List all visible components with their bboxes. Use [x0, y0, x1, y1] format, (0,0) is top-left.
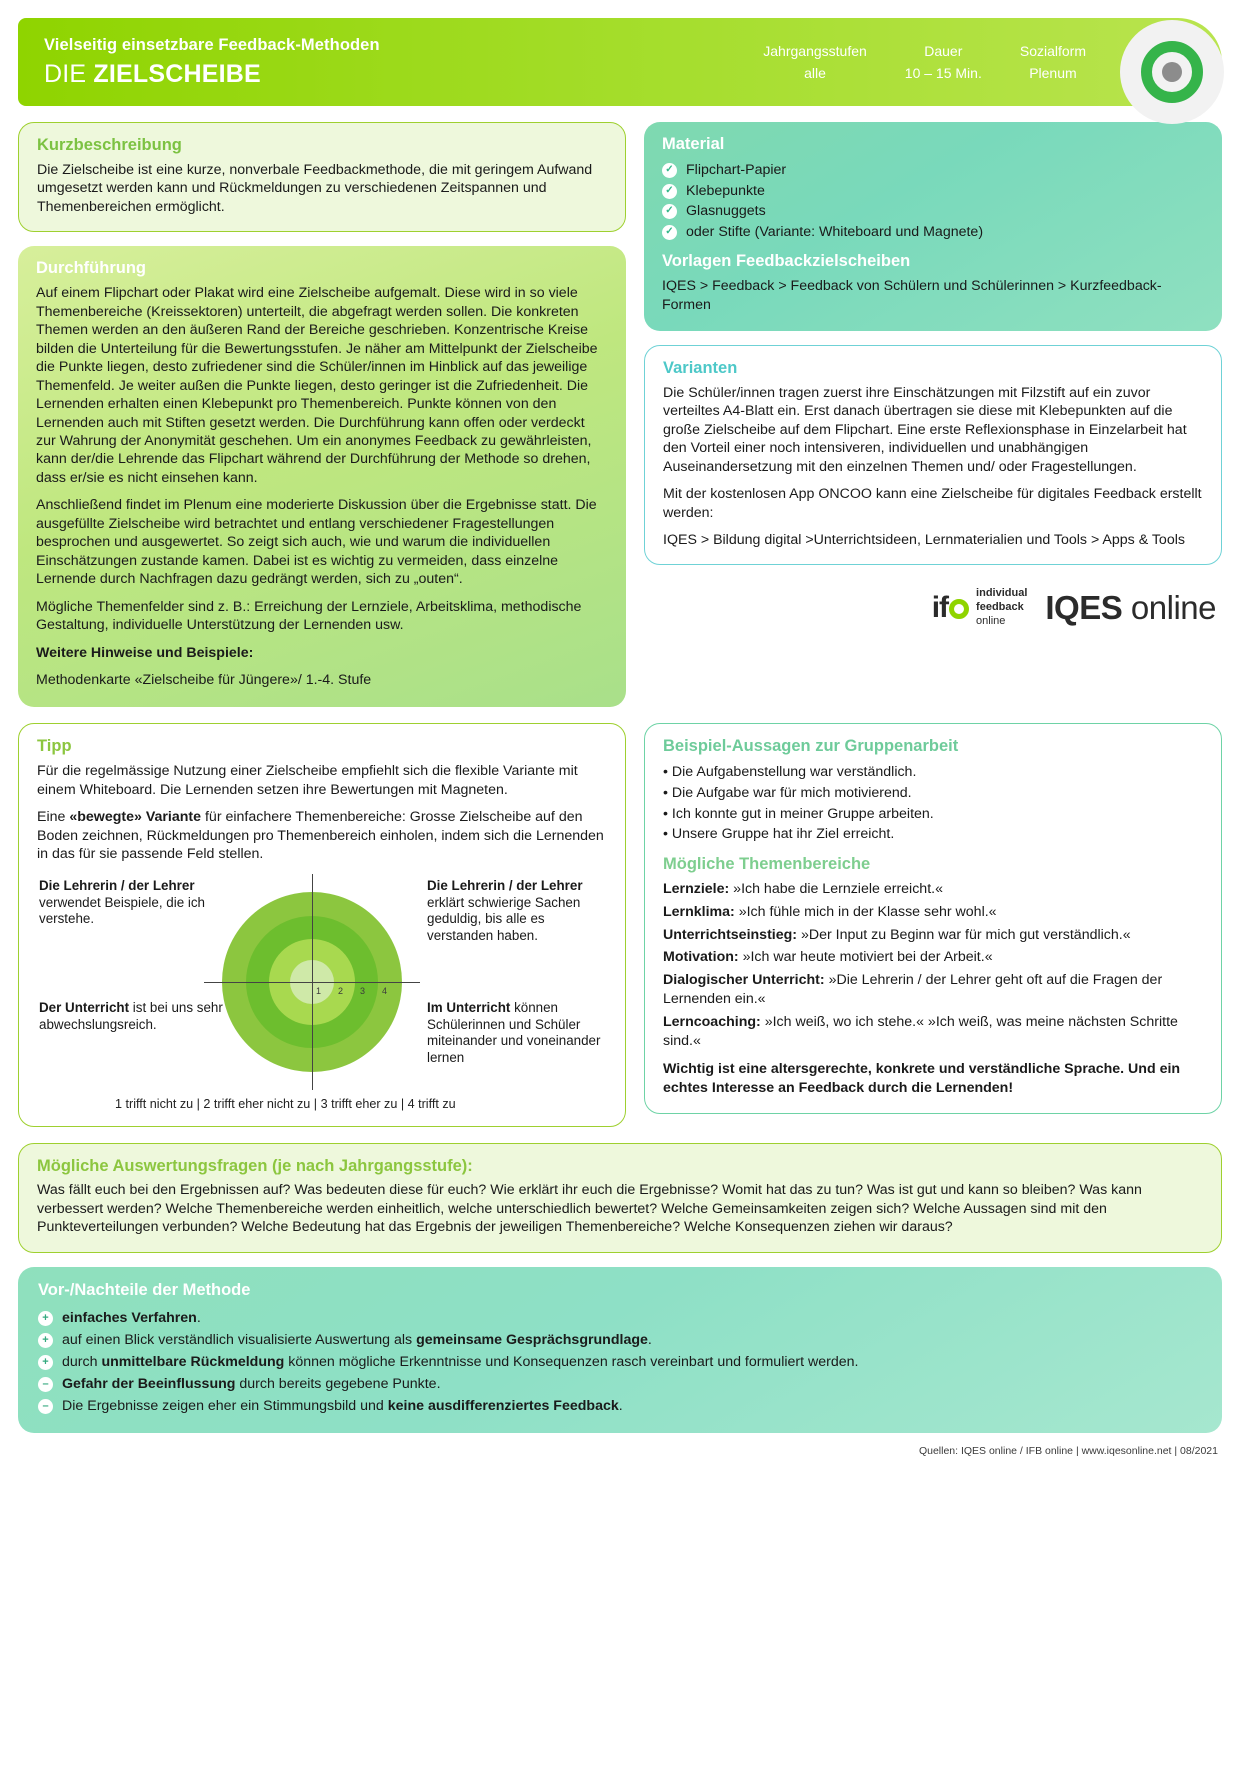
card-tipp — [18, 723, 626, 1126]
item-pre: auf einen Blick verständlich visualisierte Auswertung als — [62, 1332, 417, 1349]
vor-nachteile-title: Vor-/Nachteile der Methode — [38, 1281, 251, 1300]
material-item-label: Flipchart-Papier — [686, 162, 787, 178]
meta-dauer — [905, 43, 982, 81]
item-bold: keine ausdifferenziertes Feedback — [387, 1398, 619, 1415]
header-kicker: Vielseitig einsetzbare Feedback-Methoden — [44, 35, 380, 54]
material-item-label: Glasnuggets — [686, 203, 766, 220]
varianten-p2: Mit der kostenlosen App ONCOO kann eine Zielscheibe für digitales Feedback erstellt werden: — [663, 486, 1202, 521]
item-bold: Gefahr der Beeinflussung — [62, 1376, 236, 1393]
themen-rest: »Ich weiß, wo ich stehe.« »Ich weiß, was meine nächsten Schritte sind.« — [663, 1014, 1178, 1049]
kurzbeschreibung-title: Kurzbeschreibung — [37, 136, 182, 154]
tipp-p2-b: «bewegte» Variante — [69, 809, 202, 826]
ring-number: 4 — [382, 985, 388, 996]
minus-icon: – — [38, 1399, 53, 1414]
plus-icon: + — [38, 1333, 53, 1348]
themen-bold: Unterrichtseinstieg: — [663, 926, 798, 943]
meta-value: alle — [804, 65, 826, 81]
themen-rest: »Die Lehrerin / der Lehrer geht oft auf die Fragen der Lernenden ein.« — [663, 972, 1163, 1008]
themen-bold: Motivation: — [663, 949, 739, 966]
target-rings — [212, 882, 412, 1082]
material-item-label: Klebepunkte — [686, 182, 765, 199]
plus-icon: + — [38, 1355, 53, 1370]
ifb-mark-icon: if — [932, 591, 969, 625]
list-item — [38, 1329, 1202, 1351]
tipp-p2-a: Eine — [37, 809, 70, 826]
ifb-line2: feedback — [976, 601, 1024, 614]
check-icon: ✓ — [662, 163, 677, 178]
list-item — [663, 880, 1203, 899]
meta-label: Sozialform — [1019, 43, 1086, 59]
item-rest: durch bereits gegebene Punkte. — [235, 1376, 441, 1393]
diagram-scale-legend: 1 trifft nicht zu | 2 trifft eher nicht zu | 3 trifft eher zu | 4 trifft zu — [115, 1096, 456, 1111]
meta-sozialform — [1020, 43, 1086, 81]
list-item: • Die Aufgabenstellung war verständlich. — [663, 764, 917, 781]
themen-rest: »Ich war heute motiviert bei der Arbeit.« — [738, 949, 993, 966]
plus-icon: + — [38, 1311, 53, 1326]
vorlagen-text: IQES > Feedback > Feedback von Schülern und Schülerinnen > Kurzfeedback-Formen — [662, 278, 1162, 314]
auswertungsfragen-text: Was fällt euch bei den Ergebnissen auf? Was bedeuten diese für euch? Wie erklärt ihr euch die Ergebnisse? Womit hat das zu tun? Was ist gut und kann so bleiben? Was kann verbessert werden? Welche Themenbereiche werden einheitlich, welche unterschiedlich bewertet? Welche Gemeinsamkeiten zeigen sich? Welche Aussagen sind mit den Punkteverteilungen verbunden? Welche Bedeutung hat das Ergebnis der jeweiligen Themenbereiche? Welche Konsequenzen ziehen wir daraus? — [37, 1181, 1142, 1236]
item-text — [62, 1351, 858, 1373]
item-pre: Die Ergebnisse zeigen eher ein Stimmungsbild und — [62, 1398, 388, 1415]
target-ring — [1141, 41, 1203, 103]
durchfuehrung-p1: Auf einem Flipchart oder Plakat wird eine Zielscheibe aufgemalt. Diese wird in so viele Themenbereiche (Kreissektoren) unterteilt, die abgefragt werden sollen. Die konkreten Themen werden an den äußeren Rand der Bereiche geschrieben. Konzentrische Kreise bilden die Unterteilung für die Bewertungsstufen. Je näher am Mittelpunkt der Zielscheibe die Punkte liegen, desto zufriedener sind die Schüler/innen im Hinblick auf das jeweilige Themenfeld. Je weiter außen die Punkte liegen, desto geringer ist die Zufriedenheit. Die Lernenden erhalten einen Klebepunkt pro Themenbereich. Punkte können von den Lernenden auch mit Stiften gesetzt werden. Die Durchführung kann offen oder verdeckt zur Wahrung der Anonymität geschehen. Um ein anonymes Feedback zu gewährleisten, kann der/die Lehrende das Flipchart während der Durchführung der Methode so drehen, dass er/sie es nicht einsehen kann. — [36, 285, 598, 486]
title-light: DIE — [44, 59, 94, 88]
themen-rest: »Der Input zu Beginn war für mich gut verständlich.« — [797, 926, 1131, 943]
secondary-columns — [18, 723, 1222, 1126]
item-pre: durch — [62, 1354, 102, 1371]
zielscheibe-diagram — [37, 878, 607, 1093]
durchfuehrung-hinweise-text: Methodenkarte «Zielscheibe für Jüngere»/ 1.-4. Stufe — [36, 671, 372, 688]
list-item — [662, 222, 1204, 243]
card-varianten — [644, 345, 1222, 566]
themen-bold: Lernziele: — [663, 880, 730, 897]
label-bold: Die Lehrerin / der Lehrer — [427, 877, 583, 893]
label-rest: ist bei uns sehr abwechslungsreich. — [39, 999, 223, 1032]
item-rest: . — [647, 1332, 652, 1349]
check-icon: ✓ — [662, 225, 677, 240]
meta-label: Jahrgangsstufen — [763, 43, 867, 59]
durchfuehrung-p3: Mögliche Themenfelder sind z. B.: Erreichung der Lernziele, Arbeitsklima, methodische Gestaltung, individuelle Unterstützung der Lernenden usw. — [36, 598, 582, 634]
list-item — [663, 903, 1203, 922]
label-bold: Die Lehrerin / der Lehrer — [39, 877, 195, 893]
page — [0, 18, 1240, 1772]
label-bold: Der Unterricht — [39, 999, 130, 1015]
durchfuehrung-p2: Anschließend findet im Plenum eine moderierte Diskussion über die Ergebnisse statt. Die ausgefüllte Zielscheibe wird betrachtet und entlang verschiedener Fragestellungen besprochen und ausgewertet. So zeigt sich auch, wie und warum die individuellen Einschätzungen zustande kamen. Dabei ist es wichtig zu vermeiden, dass einzelne Lernende durch Nachfragen dazu gedrängt werden, sich zu „outen“. — [36, 497, 597, 588]
minus-icon: – — [38, 1377, 53, 1392]
themen-bold: Lerncoaching: — [663, 1014, 761, 1031]
label-rest: verwendet Beispiele, die ich verstehe. — [39, 894, 205, 927]
list-item — [38, 1373, 1202, 1395]
ring-number: 2 — [338, 985, 344, 996]
list-item — [663, 971, 1203, 1009]
diagram-label-top-left — [39, 878, 224, 929]
beispiel-bullets — [663, 762, 1203, 844]
target-center-dot — [1162, 62, 1182, 82]
item-text — [62, 1373, 441, 1395]
axis-horizontal — [204, 982, 420, 983]
right-column — [644, 122, 1222, 629]
list-item — [662, 201, 1204, 222]
item-rest: . — [618, 1398, 623, 1415]
check-icon: ✓ — [662, 184, 677, 199]
label-bold: Im Unterricht — [427, 999, 511, 1015]
list-item: • Ich konnte gut in meiner Gruppe arbeiten. — [663, 805, 934, 822]
list-item — [38, 1351, 1202, 1373]
ifb-online-logo — [932, 587, 1028, 628]
tipp-p2-c: für einfachere Themenbereiche: Grosse Zielscheibe auf den Boden zeichnen, Rückmeldungen pro Themenbereich einholen, indem sich die Lernenden in das für sie passende Feld stellen. — [37, 809, 604, 863]
card-kurzbeschreibung — [18, 122, 626, 232]
meta-value: 10 – 15 Min. — [904, 65, 982, 81]
themenbereiche-title: Mögliche Themenbereiche — [663, 854, 871, 873]
item-text — [62, 1395, 623, 1417]
ifb-logo-text — [976, 587, 1027, 628]
iqes-bold: IQES — [1045, 589, 1123, 627]
beispiel-title: Beispiel-Aussagen zur Gruppenarbeit — [663, 737, 959, 756]
label-rest: erklärt schwierige Sachen geduldig, bis alle es verstanden haben. — [427, 894, 581, 944]
item-bold: gemeinsame Gesprächsgrundlage — [416, 1332, 648, 1349]
diagram-label-bottom-right — [427, 1000, 612, 1068]
item-bold: einfaches Verfahren — [62, 1310, 197, 1327]
list-item: • Unsere Gruppe hat ihr Ziel erreicht. — [663, 826, 895, 843]
card-beispiel-aussagen — [644, 723, 1222, 1113]
material-title: Material — [662, 135, 725, 153]
card-auswertungsfragen — [18, 1143, 1222, 1254]
meta-jahrgangsstufen — [763, 43, 867, 81]
left-column — [18, 122, 626, 707]
auswertungsfragen-title: Mögliche Auswertungsfragen (je nach Jahrgangsstufe): — [37, 1156, 473, 1175]
ifb-line3: online — [976, 614, 1006, 627]
varianten-p1: Die Schüler/innen tragen zuerst ihre Einschätzungen mit Filzstift auf ein zuvor verteiltes A4-Blatt ein. Erst danach übertragen sie diese mit Klebepunkten auf die große Zielscheibe auf dem Flipchart. Eine erste Reflexionsphase in Einzelarbeit hat den Vorteil einer noch intensiveren, individuellen und unabhängigen Auseinandersetzung mit den einzelnen Themen und/ oder Fragestellungen. — [663, 384, 1187, 475]
diagram-label-top-right — [427, 878, 612, 946]
iqes-online-logo — [1045, 589, 1216, 627]
list-item — [663, 948, 1203, 967]
ring-number: 1 — [316, 985, 322, 996]
card-vor-nachteile — [18, 1267, 1222, 1433]
durchfuehrung-hinweise-title: Weitere Hinweise und Beispiele: — [36, 644, 254, 661]
list-item — [662, 181, 1204, 202]
wichtig-note: Wichtig ist eine altersgerechte, konkrete und verständliche Sprache. Und ein echtes Interesse an Feedback durch die Lernenden! — [663, 1060, 1181, 1096]
iqes-light: online — [1122, 589, 1216, 627]
item-rest: können mögliche Erkenntnisse und Konsequenzen rasch vereinbart und formuliert werden. — [284, 1354, 859, 1371]
varianten-title: Varianten — [663, 358, 738, 377]
durchfuehrung-title: Durchführung — [36, 259, 146, 278]
themen-rest: »Ich fühle mich in der Klasse sehr wohl.« — [734, 903, 997, 920]
tipp-p2 — [37, 808, 607, 863]
material-item-label: oder Stifte (Variante: Whiteboard und Magnete) — [686, 223, 984, 240]
page-title — [44, 60, 380, 89]
card-material — [644, 122, 1222, 331]
logo-row — [644, 587, 1222, 628]
list-item — [38, 1307, 1202, 1329]
ifb-line1: individual — [976, 587, 1028, 600]
page-footer: Quellen: IQES online / IFB online | www.iqesonline.net | 08/2021 — [918, 1445, 1218, 1458]
material-list — [662, 160, 1204, 242]
themen-bold: Lernklima: — [663, 903, 735, 920]
item-bold: unmittelbare Rückmeldung — [101, 1354, 285, 1371]
meta-label: Dauer — [924, 43, 963, 59]
item-text — [62, 1329, 652, 1351]
list-item: • Die Aufgabe war für mich motivierend. — [663, 785, 912, 802]
ring-number: 3 — [360, 985, 366, 996]
vorlagen-title: Vorlagen Feedbackzielscheiben — [662, 252, 911, 271]
list-item — [663, 926, 1203, 945]
tipp-title: Tipp — [37, 737, 72, 756]
list-item — [663, 1013, 1203, 1051]
themen-bold: Dialogischer Unterricht: — [663, 972, 825, 989]
meta-value: Plenum — [1029, 65, 1077, 81]
title-bold: ZIELSCHEIBE — [93, 59, 261, 88]
themenbereiche-list — [663, 880, 1203, 1051]
target-logo-icon — [1120, 20, 1224, 124]
card-durchfuehrung — [18, 246, 626, 707]
list-item — [662, 160, 1204, 181]
page-header — [18, 18, 1222, 106]
list-item — [38, 1395, 1202, 1417]
item-rest: . — [196, 1310, 201, 1327]
item-text — [62, 1307, 201, 1329]
header-title-block — [44, 36, 380, 89]
kurzbeschreibung-text: Die Zielscheibe ist eine kurze, nonverbale Feedbackmethode, die mit geringem Aufwand umgesetzt werden kann und Rückmeldungen zu verschiedenen Zeitspannen und Themenbereichen ermöglicht. — [37, 162, 593, 215]
main-columns — [18, 122, 1222, 707]
label-rest: können Schülerinnen und Schüler miteinander und voneinander lernen — [427, 999, 601, 1066]
vor-nachteile-list — [38, 1307, 1202, 1417]
varianten-p3: IQES > Bildung digital >Unterrichtsideen, Lernmaterialien und Tools > Apps & Tools — [663, 532, 1185, 549]
tipp-p1: Für die regelmässige Nutzung einer Zielscheibe empfiehlt sich die flexible Variante mit einem Whiteboard. Die Lernenden setzen ihre Bewertungen mit Magneten. — [37, 763, 578, 798]
check-icon: ✓ — [662, 204, 677, 219]
diagram-label-bottom-left — [39, 1000, 224, 1034]
themen-rest: »Ich habe die Lernziele erreicht.« — [729, 880, 943, 897]
